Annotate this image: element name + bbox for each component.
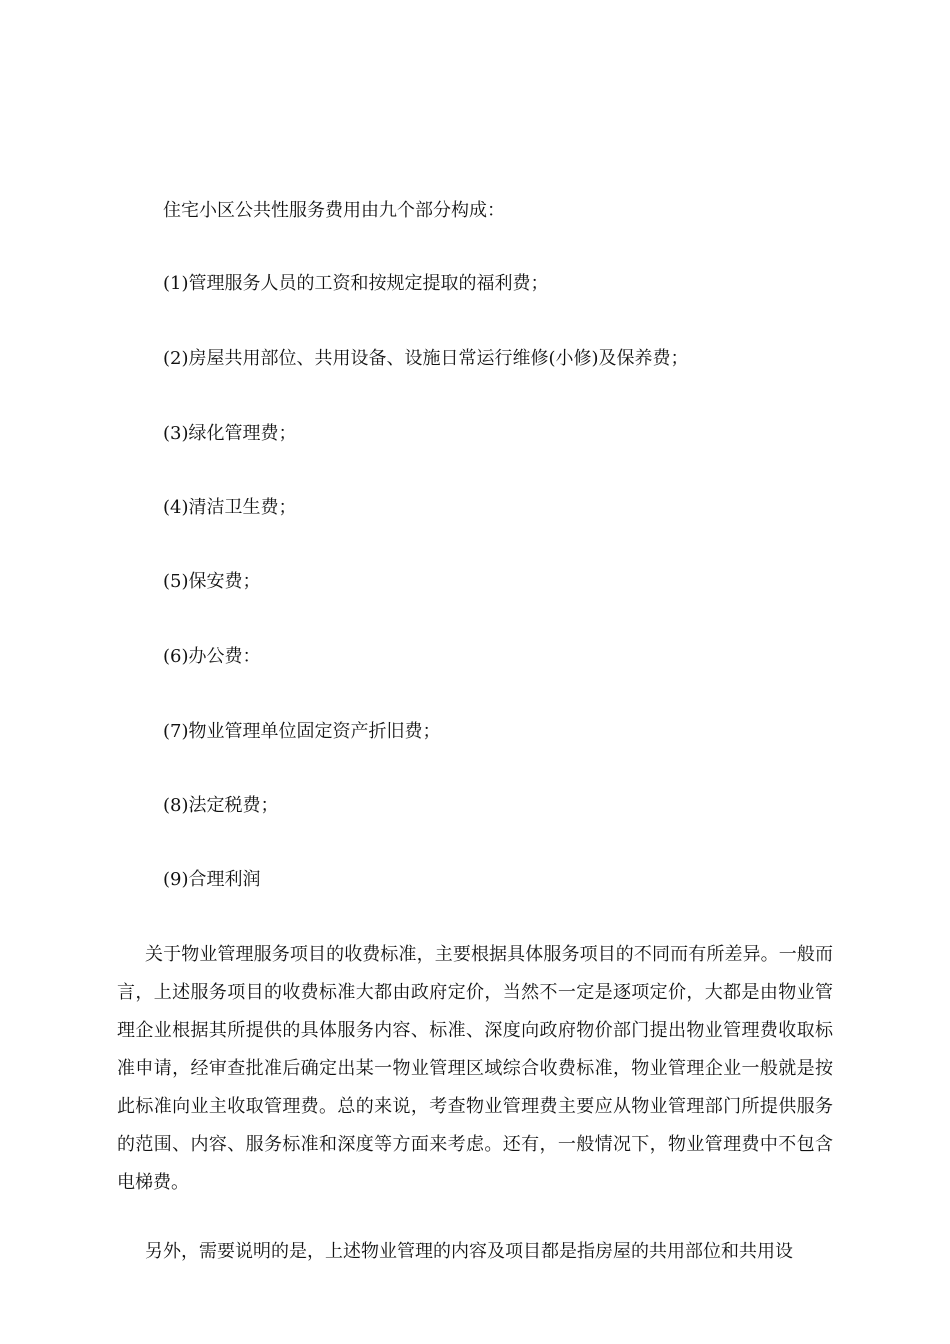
list-item-2: (2)房屋共用部位、共用设备、设施日常运行维修(小修)及保养费； (163, 348, 689, 369)
list-item-9: (9)合理利润 (163, 869, 261, 890)
paragraph-fee-standards: 关于物业管理服务项目的收费标准，主要根据具体服务项目的不同而有所差异。一般而言，上述服务项目的收费标准大都由政府定价，当然不一定是逐项定价，大都是由物业管理企业根据其所提供的具体服务内容、标准、深度向政府物价部门提出物业管理费收取标准申请，经审查批准后确定出某一物业管理区域综合收费标准，物业管理企业一般就是按此标准向业主收取管理费。总的来说，考查物业管理费主要应从物业管理部门所提供服务的范围、内容、服务标准和深度等方面来考虑。还有，一般情况下，物业管理费中不包含电梯费。 (117, 944, 833, 1193)
paragraph-additional-note: 另外，需要说明的是，上述物业管理的内容及项目都是指房屋的共用部位和共用设 (145, 1241, 793, 1262)
list-item-5: (5)保安费； (163, 571, 261, 592)
intro-line: 住宅小区公共性服务费用由九个部分构成： (163, 200, 505, 221)
list-item-3: (3)绿化管理费； (163, 423, 297, 444)
list-item-4: (4)清洁卫生费； (163, 497, 297, 518)
list-item-1: (1)管理服务人员的工资和按规定提取的福利费； (163, 273, 549, 294)
list-item-8: (8)法定税费； (163, 795, 279, 816)
list-item-7: (7)物业管理单位固定资产折旧费； (163, 721, 441, 742)
list-item-6: (6)办公费： (163, 646, 261, 667)
